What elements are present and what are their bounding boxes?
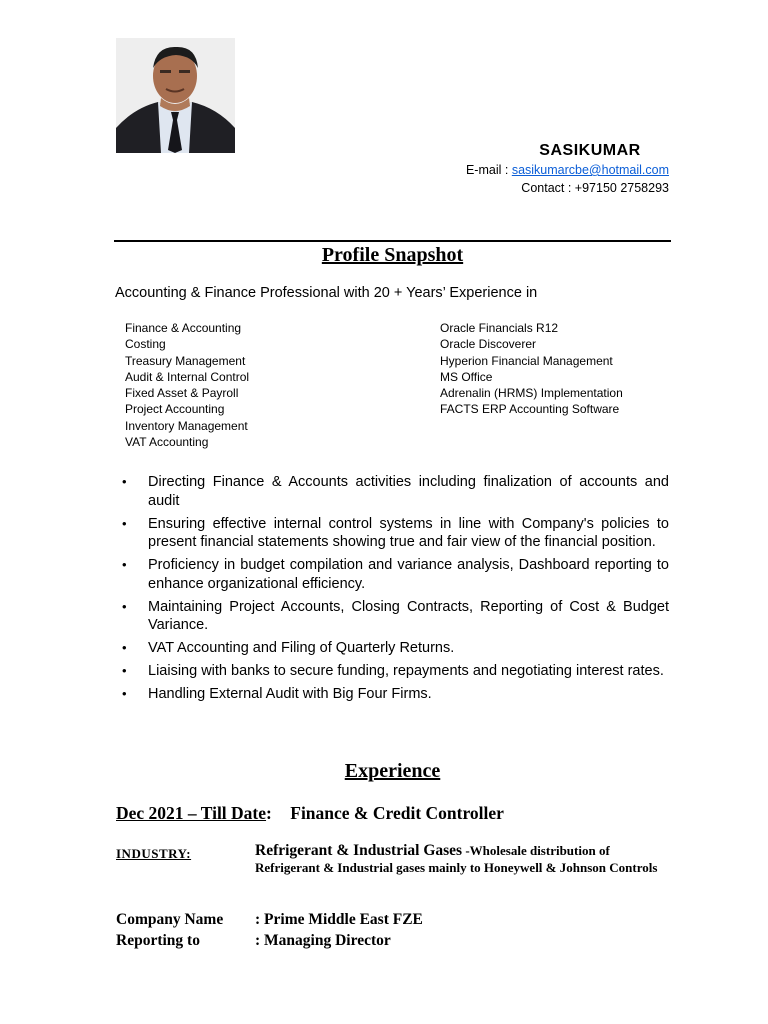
bullet-icon: •: [122, 663, 127, 678]
reporting-row: [116, 932, 391, 950]
header-divider: [114, 240, 671, 242]
bullet-text: Maintaining Project Accounts, Closing Contracts, Reporting of Cost & Budget Variance.: [148, 598, 669, 633]
profile-section-title: Profile Snapshot: [321, 244, 464, 266]
job-heading-colon: :: [266, 803, 272, 823]
bullet-text: Directing Finance & Accounts activities including finalization of accounts and audit: [148, 474, 669, 509]
skill-item: MS Office: [440, 369, 493, 384]
portrait-illustration: [116, 38, 235, 153]
company-row: [116, 911, 423, 929]
skill-item: Audit & Internal Control: [125, 369, 250, 384]
skill-item: FACTS ERP Accounting Software: [440, 402, 620, 417]
skill-item: Inventory Management: [125, 418, 248, 433]
profile-bullet: [120, 473, 669, 510]
email-link[interactable]: sasikumarcbe@hotmail.com: [511, 163, 669, 177]
skill-item: Hyperion Financial Management: [440, 353, 613, 368]
skill-item: Oracle Financials R12: [440, 321, 559, 335]
email-line: [466, 163, 669, 177]
bullet-icon: •: [122, 515, 127, 531]
profile-bullet: [120, 662, 669, 681]
bullet-icon: •: [122, 474, 127, 489]
industry-name: Refrigerant & Industrial Gases: [255, 842, 463, 859]
skills-list-left: [125, 320, 249, 450]
experience-section-title: Experience: [344, 760, 441, 782]
bullet-icon: •: [122, 640, 127, 655]
company-label: Company Name: [116, 911, 224, 928]
job-period: Dec 2021 – Till Date: [116, 803, 267, 823]
bullet-text: Ensuring effective internal control systems in line with Company's policies to present financial statements showing true and fair view of the financial position.: [148, 515, 669, 550]
skill-item: Finance & Accounting: [125, 321, 242, 335]
reporting-label: Reporting to: [116, 932, 200, 949]
profile-bullet-list: [120, 473, 669, 708]
profile-intro: Accounting & Finance Professional with 20 + Years’ Experience in: [115, 285, 538, 301]
bullet-text: VAT Accounting and Filing of Quarterly Returns.: [148, 640, 455, 656]
skill-item: Fixed Asset & Payroll: [125, 386, 239, 401]
email-label: E-mail :: [465, 163, 509, 177]
profile-bullet: [120, 598, 669, 635]
skill-item: Costing: [125, 337, 166, 352]
job-role: Finance & Credit Controller: [290, 803, 504, 823]
profile-bullet: [120, 639, 669, 658]
bullet-icon: •: [122, 598, 127, 614]
company-value: : Prime Middle East FZE: [255, 911, 423, 928]
skill-item: Adrenalin (HRMS) Implementation: [440, 386, 623, 401]
profile-bullet: [120, 556, 669, 593]
profile-bullet: [120, 515, 669, 552]
bullet-icon: •: [122, 557, 127, 572]
profile-photo: [116, 38, 235, 153]
skill-item: Treasury Management: [125, 353, 246, 368]
candidate-name: SASIKUMAR: [539, 142, 641, 159]
skills-list-right: [440, 320, 623, 418]
skill-item: Project Accounting: [125, 402, 225, 417]
bullet-text: Handling External Audit with Big Four Firms.: [148, 686, 432, 702]
bullet-icon: •: [122, 686, 127, 701]
bullet-text: Liaising with banks to secure funding, repayments and negotiating interest rates.: [148, 663, 664, 679]
job-heading: [116, 803, 504, 824]
industry-description: [255, 842, 670, 876]
industry-label: INDUSTRY:: [116, 846, 192, 861]
skill-item: Oracle Discoverer: [440, 337, 537, 352]
reporting-value: : Managing Director: [255, 932, 391, 949]
bullet-text: Proficiency in budget compilation and variance analysis, Dashboard reporting to enhance organizational efficiency.: [148, 557, 669, 592]
skill-item: VAT Accounting: [125, 435, 209, 450]
industry-detail: -Wholesale distribution of Refrigerant & Industrial gases mainly to Honeywell & Johnson Controls: [255, 843, 658, 875]
contact-line: Contact : +97150 2758293: [521, 181, 669, 195]
profile-bullet: [120, 685, 669, 704]
